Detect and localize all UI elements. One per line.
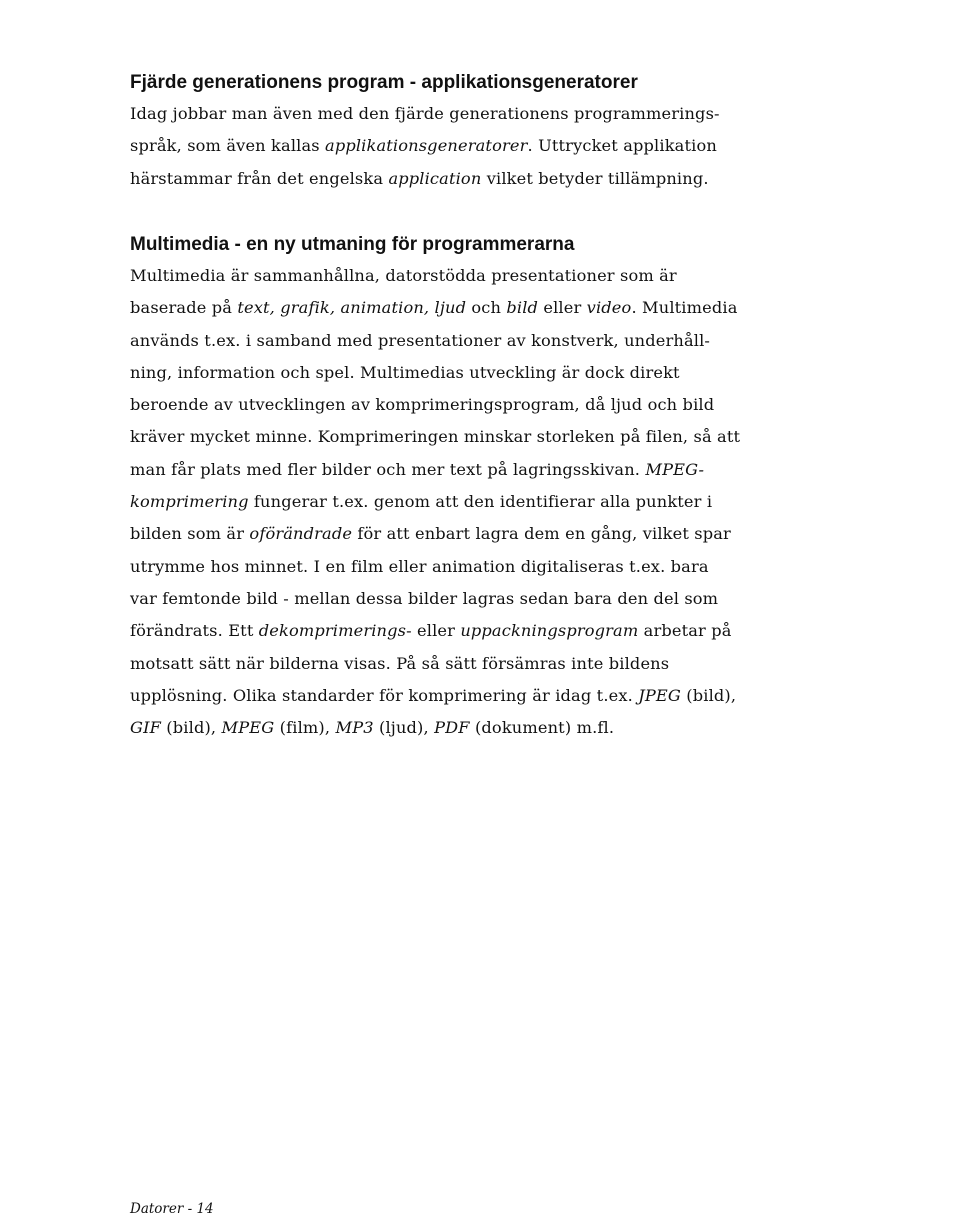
emphasized-text: GIF	[130, 718, 162, 738]
text-run: Idag jobbar man även med den fjärde generationens programmerings-	[130, 104, 720, 123]
text-line	[130, 260, 830, 292]
emphasized-text: MP3	[335, 718, 374, 738]
text-run: man får plats med fler bilder och mer text på lagringsskivan.	[130, 459, 646, 479]
emphasized-text: MPEG-	[645, 459, 705, 479]
text-run: och	[466, 298, 507, 318]
text-line	[130, 486, 830, 518]
emphasized-text: application	[388, 168, 482, 188]
text-run: utrymme hos minnet. I en film eller animation digitaliseras t.ex. bara	[130, 556, 709, 576]
text-line	[130, 518, 830, 550]
emphasized-text: applikationsgeneratorer	[325, 136, 528, 156]
section-paragraph	[130, 260, 830, 744]
emphasized-text: oförändrade	[249, 524, 353, 544]
text-line	[130, 98, 830, 130]
text-line	[130, 357, 830, 389]
text-run: språk, som även kallas	[130, 136, 326, 156]
text-run: upplösning. Olika standarder för komprimering är idag t.ex.	[130, 685, 639, 705]
text-run: var femtonde bild - mellan dessa bilder lagras sedan bara den del som	[130, 588, 719, 608]
text-run: arbetar på	[638, 621, 732, 641]
emphasized-text: bild	[506, 298, 539, 318]
text-run: kräver mycket minne. Komprimeringen minskar storleken på filen, så att	[130, 427, 741, 447]
text-line	[130, 680, 830, 712]
text-run: beroende av utvecklingen av komprimeringsprogram, då ljud och bild	[130, 395, 715, 415]
emphasized-text: dekomprimerings	[258, 621, 407, 641]
text-line	[130, 648, 830, 680]
text-run: bilden som är	[130, 524, 250, 544]
text-run: (bild),	[161, 718, 222, 738]
text-line	[130, 583, 830, 615]
text-run: . Uttrycket applikation	[527, 136, 717, 156]
text-run: används t.ex. i samband med presentationer av konstverk, underhåll-	[130, 330, 711, 350]
text-run: motsatt sätt när bilderna visas. På så sätt försämras inte bildens	[130, 653, 670, 673]
text-run: (bild),	[680, 685, 737, 705]
text-run: . Multimedia	[631, 298, 738, 318]
emphasized-text: PDF	[434, 718, 470, 738]
text-line	[130, 712, 830, 744]
section-paragraph	[130, 98, 830, 195]
text-line	[130, 130, 830, 162]
section-applikationsgeneratorer	[130, 68, 830, 195]
text-run: förändrats. Ett	[130, 621, 259, 641]
text-line	[130, 454, 830, 486]
section-multimedia	[130, 230, 830, 744]
text-line	[130, 389, 830, 421]
text-line	[130, 551, 830, 583]
text-run: - eller	[406, 621, 461, 641]
emphasized-text: uppackningsprogram	[460, 621, 639, 641]
emphasized-text: text, grafik, animation, ljud	[237, 298, 467, 318]
emphasized-text: MPEG	[221, 718, 275, 738]
text-run: för att enbart lagra dem en gång, vilket spar	[352, 524, 731, 544]
text-run: ning, information och spel. Multimedias utveckling är dock direkt	[130, 362, 680, 382]
section-heading: Fjärde generationens program - applikationsgeneratorer	[130, 72, 638, 93]
text-run: eller	[538, 298, 587, 318]
text-line	[130, 292, 830, 324]
emphasized-text: komprimering	[130, 492, 249, 512]
text-run: (ljud),	[373, 718, 435, 738]
text-line	[130, 615, 830, 647]
text-run: (dokument) m.fl.	[469, 718, 615, 738]
text-run: vilket betyder tillämpning.	[481, 168, 709, 188]
emphasized-text: video	[586, 298, 632, 318]
page-footer: Datorer - 14	[130, 1201, 214, 1217]
text-run: härstammar från det engelska	[130, 168, 389, 188]
text-run: fungerar t.ex. genom att den identifierar alla punkter i	[248, 492, 713, 512]
text-run: Multimedia är sammanhållna, datorstödda presentationer som är	[130, 266, 677, 285]
text-line	[130, 421, 830, 453]
text-run: (film),	[274, 718, 336, 738]
text-line	[130, 325, 830, 357]
text-line	[130, 163, 830, 195]
emphasized-text: JPEG	[638, 685, 681, 705]
section-heading: Multimedia - en ny utmaning för programmerarna	[130, 234, 575, 255]
text-run: baserade på	[130, 298, 238, 318]
